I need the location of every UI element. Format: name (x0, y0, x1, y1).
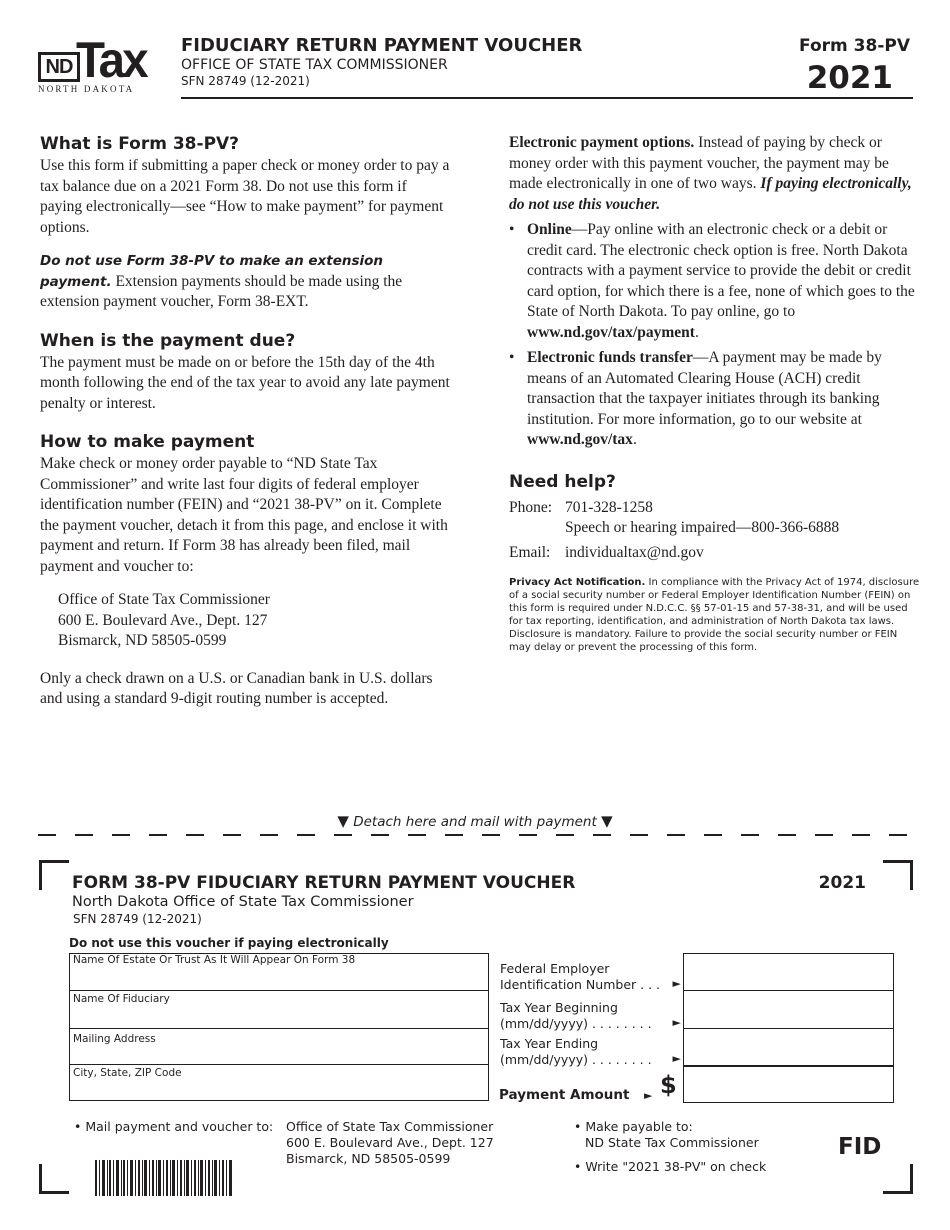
epay-warning: If paying electronically, do not use this voucher. (509, 175, 912, 213)
email-row (509, 543, 921, 564)
tax-year-end-box (683, 1028, 894, 1066)
begin-label-line1: Tax Year Beginning (500, 1000, 618, 1015)
crop-mark-bottom-left (39, 1164, 69, 1194)
payment-amount-input[interactable] (684, 1067, 893, 1102)
mail-label (74, 1119, 273, 1135)
city-state-zip-field (69, 1064, 489, 1101)
form-number: Form 38-PV (799, 36, 910, 56)
logo-north-dakota: NORTH DAKOTA (38, 84, 135, 94)
mailing-address-input[interactable] (70, 1044, 488, 1064)
phone-row (509, 498, 921, 539)
extension-warning-lead: Do not use Form 38-PV to make an extension payment. (40, 253, 384, 290)
fiduciary-name-label: Name Of Fiduciary (73, 993, 170, 1005)
detach-instruction (0, 812, 950, 830)
bullet: • (574, 1159, 582, 1174)
payment-amount-label: Payment Amount (499, 1087, 630, 1103)
payable-label: Make payable to: (585, 1119, 693, 1134)
epay-lead: Electronic payment options. (509, 134, 695, 151)
address-line: 600 E. Boulevard Ave., Dept. 127 (58, 611, 268, 629)
address-line: Bismarck, ND 58505-0599 (286, 1151, 451, 1166)
instructions-right-column (509, 133, 921, 654)
tax-year-begin-input[interactable] (684, 991, 893, 1028)
address-line: Office of State Tax Commissioner (58, 591, 270, 608)
voucher-office: North Dakota Office of State Tax Commissioner (72, 894, 414, 910)
fein-input[interactable] (684, 954, 893, 990)
voucher-title: FORM 38-PV FIDUCIARY RETURN PAYMENT VOUCHER (72, 873, 576, 893)
how-body: Make check or money order payable to “ND State Tax Commissioner” and write last four digits of federal employer identification number (FEIN) and “2021 38-PV” on it. Complete the payment voucher, detach it from this page, and enclose it with payment and return. If Form 38 has already been filed, mail payment and voucher to: (40, 455, 448, 575)
extension-warning (40, 251, 450, 313)
phone-number: 701-328-1258 (565, 498, 653, 516)
write-on-check-note (574, 1159, 766, 1174)
extension-warning-body: Extension payments should be made using the extension payment voucher, Form 38-EXT. (40, 272, 403, 310)
tax-year-begin-label (500, 1000, 684, 1032)
online-lead: Online (527, 221, 572, 238)
bullet: • (574, 1119, 582, 1134)
crop-mark-top-right (883, 860, 913, 890)
voucher-sfn: SFN 28749 (12-2021) (73, 912, 202, 926)
phone-label: Phone: (509, 498, 553, 516)
bullet: • (509, 349, 515, 366)
dollar-sign-icon: $ (660, 1071, 677, 1099)
arrow-right-icon: ► (672, 977, 681, 990)
write-note-text: Write "2021 38-PV" on check (585, 1159, 767, 1174)
mail-label-text: Mail payment and voucher to: (85, 1119, 274, 1134)
estate-name-input[interactable] (70, 970, 488, 990)
list-item-online: • Online—Pay online with an electronic check or a debit or credit card. The electronic check option is free. North Dakota contracts with a payment service to provide the debit or credit card option, for which there is a fee, none of which goes to the State of North Dakota. To pay online, go to www.nd.gov/tax/payment. (509, 221, 915, 341)
tax-year-end-label (500, 1036, 684, 1068)
instructions-left-column (40, 133, 450, 710)
check-note: Only a check drawn on a U.S. or Canadian bank in U.S. dollars and using a standard 9-digit routing number is accepted. (40, 669, 433, 707)
bullet: • (74, 1119, 82, 1134)
list-item-eft: • Electronic funds transfer—A payment may be made by means of an Automated Clearing House (ACH) credit transaction that the taxpayer initiates through its banking institution. For more information, go to our website at www.nd.gov/tax. (509, 349, 882, 448)
fiduciary-name-input[interactable] (70, 1008, 488, 1028)
privacy-notice (509, 576, 921, 654)
down-triangle-icon: ▼ (601, 812, 613, 830)
page-title: FIDUCIARY RETURN PAYMENT VOUCHER (181, 35, 583, 56)
fein-label (500, 961, 684, 993)
voucher-year: 2021 (818, 873, 866, 893)
epay-body: Instead of paying by check or money order with this payment voucher, the payment may be made electronically in one of two ways. (509, 134, 889, 192)
begin-label-line2: (mm/dd/yyyy) . . . . . . . . (500, 1016, 652, 1031)
tax-year-end-input[interactable] (684, 1029, 893, 1065)
tax-year-begin-box (683, 990, 894, 1029)
voucher-mail-address (286, 1119, 494, 1167)
help-heading: Need help? (509, 471, 616, 492)
detach-cut-line (38, 834, 916, 836)
eft-lead: Electronic funds transfer (527, 349, 693, 366)
address-line: 600 E. Boulevard Ave., Dept. 127 (286, 1135, 494, 1150)
arrow-right-icon: ► (672, 1052, 681, 1065)
agency-name: OFFICE OF STATE TAX COMMISSIONER (181, 57, 448, 73)
payment-methods-list (509, 220, 921, 451)
bullet: • (509, 221, 515, 238)
online-body: —Pay online with an electronic check or a debit or credit card. The electronic check option is free. North Dakota contracts with a payment service to provide the debit or credit card option, for which there is a fee, none of which goes to the State of North Dakota. To pay online, go to (527, 221, 915, 320)
privacy-body: In compliance with the Privacy Act of 1974, disclosure of a social security number or Federal Employer Identification Number (FEIN) on this form is required under N.D.C.C. §§ 57-01-15 and 57-38-31, and will be used for tax reporting, identification, and administration of North Dakota tax laws. Disclosure is mandatory. Failure to provide the social security number or FEIN may delay or prevent the processing of this form. (509, 577, 920, 653)
city-state-zip-input[interactable] (70, 1080, 488, 1100)
phone-impaired: Speech or hearing impaired—800-366-6888 (565, 519, 840, 536)
address-line: Office of State Tax Commissioner (286, 1119, 494, 1134)
payable-to: ND State Tax Commissioner (585, 1135, 759, 1150)
end-label-line2: (mm/dd/yyyy) . . . . . . . . (500, 1052, 652, 1067)
estate-name-field (69, 953, 489, 991)
mailing-address (40, 590, 450, 652)
form-code: FID (838, 1134, 882, 1160)
crop-mark-bottom-right (883, 1164, 913, 1194)
logo-nd-mark: ND (38, 52, 80, 82)
address-line: Bismarck, ND 58505-0599 (58, 632, 227, 649)
header-divider (181, 97, 913, 99)
privacy-lead: Privacy Act Notification. (509, 577, 646, 588)
website-link[interactable]: www.nd.gov/tax (527, 431, 633, 448)
fein-label-line1: Federal Employer (500, 961, 610, 976)
email-label: Email: (509, 543, 551, 561)
city-state-zip-label: City, State, ZIP Code (73, 1067, 182, 1079)
mailing-address-label: Mailing Address (73, 1033, 156, 1045)
email-address: individualtax@nd.gov (565, 543, 704, 561)
due-heading: When is the payment due? (40, 330, 296, 351)
barcode-icon (95, 1160, 232, 1196)
mailing-address-field (69, 1028, 489, 1065)
down-triangle-icon: ▼ (337, 812, 349, 830)
how-heading: How to make payment (40, 432, 255, 452)
eft-body: —A payment may be made by means of an Automated Clearing House (ACH) credit transaction that the taxpayer initiates through its banking institution. For more information, go to our website at (527, 349, 882, 428)
arrow-right-icon: ► (672, 1016, 681, 1029)
voucher-warning: Do not use this voucher if paying electronically (69, 936, 389, 950)
tax-year: 2021 (806, 60, 893, 96)
arrow-right-icon: ► (644, 1089, 653, 1102)
logo-tax-wordmark: Tax (76, 32, 146, 88)
crop-mark-top-left (39, 860, 69, 890)
what-body: Use this form if submitting a paper check or money order to pay a tax balance due on a 2021 Form 38. Do not use this form if paying electronically—see “How to make payment” for payment options. (40, 157, 450, 236)
form-sfn: SFN 28749 (12-2021) (181, 74, 310, 88)
payment-amount-box (683, 1066, 894, 1103)
what-heading: What is Form 38-PV? (40, 134, 240, 154)
online-payment-link[interactable]: www.nd.gov/tax/payment (527, 323, 695, 341)
payable-instructions (574, 1119, 759, 1151)
end-label-line1: Tax Year Ending (500, 1036, 599, 1051)
estate-name-label: Name Of Estate Or Trust As It Will Appear On Form 38 (73, 954, 356, 966)
fiduciary-name-field (69, 990, 489, 1029)
nd-tax-logo (38, 32, 152, 96)
due-body: The payment must be made on or before the 15th day of the 4th month following the end of the tax year to avoid any late payment penalty or interest. (40, 353, 450, 412)
electronic-payment-options (509, 133, 921, 215)
fein-box (683, 953, 894, 991)
detach-text: Detach here and mail with payment (353, 814, 597, 830)
fein-label-line2: Identification Number . . . (500, 977, 660, 992)
